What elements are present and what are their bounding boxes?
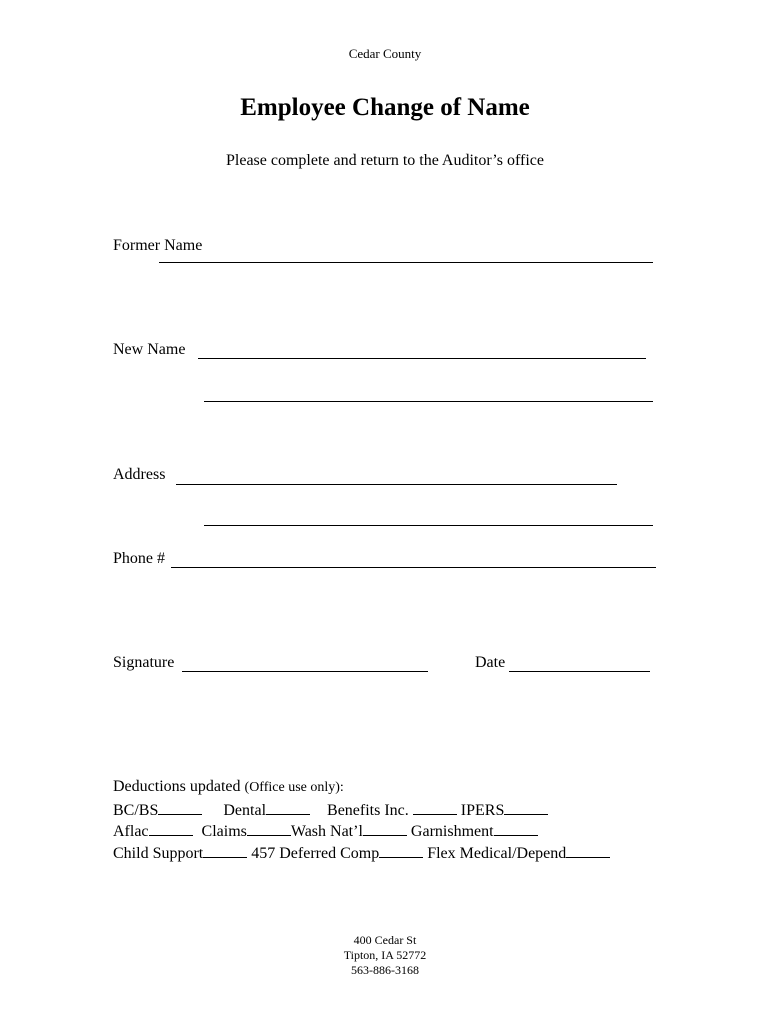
deduction-claims: Claims xyxy=(201,823,247,840)
footer-phone: 563-886-3168 xyxy=(351,963,419,977)
deduction-benefits: Benefits Inc. xyxy=(327,802,409,819)
former-name-input[interactable] xyxy=(159,258,653,276)
deduction-aflac: Aflac xyxy=(113,823,149,840)
signature-input[interactable] xyxy=(182,653,428,671)
phone-label: Phone # xyxy=(113,550,165,567)
new-name-label: New Name xyxy=(113,341,186,358)
new-name-input[interactable] xyxy=(198,340,646,358)
deductions-row-2 xyxy=(113,821,538,841)
signature-label: Signature xyxy=(113,654,175,671)
address-line xyxy=(176,484,617,485)
deductions-title: Deductions updated xyxy=(113,778,241,795)
date-label: Date xyxy=(475,654,506,671)
footer-address xyxy=(0,933,770,978)
deduction-wash-natl: Wash Nat’l xyxy=(290,823,363,840)
address-input-2[interactable] xyxy=(204,507,653,525)
page-title: Employee Change of Name xyxy=(240,94,530,121)
new-name-line xyxy=(198,358,646,359)
new-name-line-2 xyxy=(204,401,653,402)
deduction-dental: Dental xyxy=(223,802,267,819)
phone-line xyxy=(171,567,656,568)
deduction-garnishment: Garnishment xyxy=(410,823,494,840)
new-name-input-2[interactable] xyxy=(204,383,653,401)
former-name-label: Former Name xyxy=(113,237,203,254)
deductions-heading xyxy=(113,778,344,796)
footer-city: Tipton, IA 52772 xyxy=(343,948,427,962)
deduction-ipers: IPERS xyxy=(460,802,505,819)
footer-street: 400 Cedar St xyxy=(353,933,417,947)
deduction-bcbs: BC/BS xyxy=(113,802,159,819)
signature-line xyxy=(182,671,428,672)
address-line-2 xyxy=(204,525,653,526)
deductions-row-3 xyxy=(113,843,610,863)
deduction-child-support: Child Support xyxy=(113,845,204,862)
office-use-note: (Office use only): xyxy=(244,780,344,795)
phone-input[interactable] xyxy=(171,549,656,567)
deductions-row-1 xyxy=(113,800,548,820)
county-name: Cedar County xyxy=(348,46,422,61)
address-label: Address xyxy=(113,466,166,483)
date-line xyxy=(509,671,650,672)
instructions: Please complete and return to the Auditor’s office xyxy=(226,152,544,169)
deduction-457: 457 Deferred Comp xyxy=(251,845,380,862)
deduction-flex-medical: Flex Medical/Depend xyxy=(427,845,567,862)
address-input[interactable] xyxy=(176,466,617,484)
date-input[interactable] xyxy=(509,653,650,671)
